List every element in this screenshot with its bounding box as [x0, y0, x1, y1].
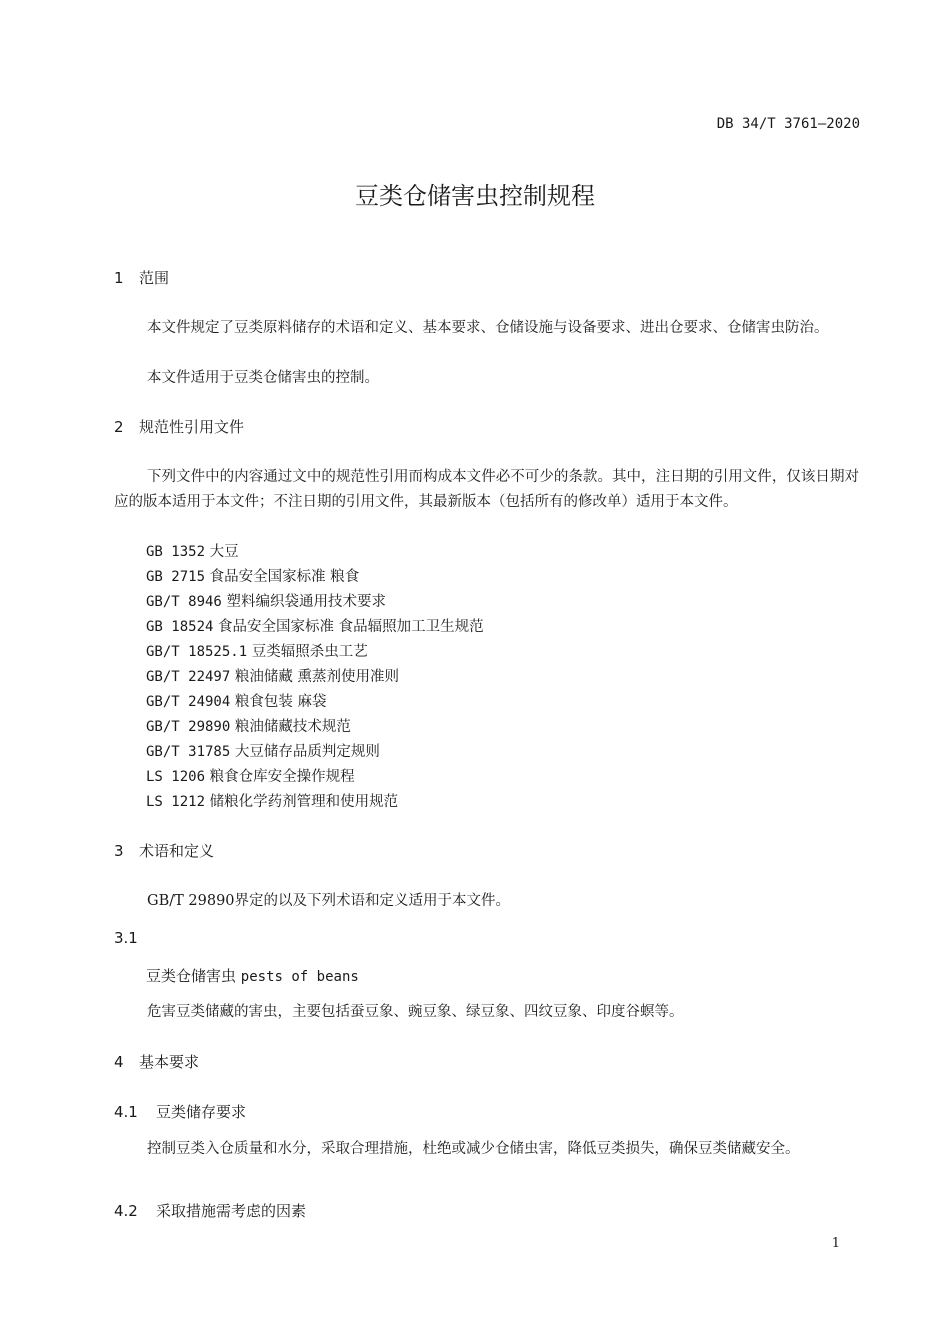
- section-number: 2: [114, 418, 124, 436]
- subsection-4-2-heading: [114, 1200, 306, 1221]
- reference-item: GB/T 24904 粮食包装 麻袋: [146, 694, 327, 710]
- reference-item: GB/T 29890 粮油储藏技术规范: [146, 719, 351, 735]
- page-title: 豆类仓储害虫控制规程: [355, 182, 595, 210]
- section-3-paragraph-1: GB/T 29890界定的以及下列术语和定义适用于本文件。: [147, 893, 511, 909]
- reference-item: GB/T 31785 大豆储存品质判定规则: [146, 744, 380, 760]
- subsection-title: 豆类储存要求: [156, 1103, 247, 1121]
- section-title: 范围: [139, 269, 170, 287]
- reference-item: GB 18524 食品安全国家标准 食品辐照加工卫生规范: [146, 619, 484, 635]
- document-number: DB 34/T 3761—2020: [716, 116, 860, 132]
- subsection-number: 4.1: [114, 1103, 138, 1121]
- reference-item: GB 2715 食品安全国家标准 粮食: [146, 569, 360, 585]
- subsection-3-1-number: 3.1: [114, 929, 138, 947]
- subsection-title: 采取措施需考虑的因素: [156, 1202, 307, 1220]
- reference-item: GB/T 18525.1 豆类辐照杀虫工艺: [146, 644, 368, 660]
- section-1-paragraph-1: 本文件规定了豆类原料储存的术语和定义、基本要求、仓储设施与设备要求、进出仓要求、仓储害虫防治。: [147, 320, 829, 336]
- section-title: 术语和定义: [139, 842, 215, 860]
- reference-item: LS 1206 粮食仓库安全操作规程: [146, 769, 355, 785]
- section-3-heading: [114, 840, 214, 861]
- section-4-heading: [114, 1051, 199, 1072]
- section-title: 规范性引用文件: [139, 418, 245, 436]
- section-title: 基本要求: [139, 1053, 200, 1071]
- subsection-number: 4.2: [114, 1202, 138, 1220]
- subsection-4-1-paragraph: 控制豆类入仓质量和水分，采取合理措施，杜绝或减少仓储虫害，降低豆类损失，确保豆类储藏安全。: [147, 1141, 800, 1157]
- section-number: 1: [114, 269, 124, 287]
- reference-item: LS 1212 储粮化学药剂管理和使用规范: [146, 794, 399, 810]
- section-number: 3: [114, 842, 124, 860]
- reference-item: GB/T 22497 粮油储藏 熏蒸剂使用准则: [146, 669, 400, 685]
- section-1-heading: [114, 267, 169, 288]
- reference-item: GB 1352 大豆: [146, 544, 239, 560]
- section-2-heading: [114, 416, 244, 437]
- section-2-paragraph-1: 下列文件中的内容通过文中的规范性引用而构成本文件必不可少的条款。其中，注日期的引用文件，仅该日期对应的版本适用于本文件；不注日期的引用文件，其最新版本（包括所有的修改单）适用于本文件。: [114, 469, 859, 510]
- section-number: 4: [114, 1053, 124, 1071]
- term-entry: [146, 965, 359, 986]
- term-chinese: 豆类仓储害虫: [146, 967, 237, 985]
- page-number: 1: [831, 1236, 840, 1251]
- reference-item: GB/T 8946 塑料编织袋通用技术要求: [146, 594, 386, 610]
- section-1-paragraph-2: 本文件适用于豆类仓储害虫的控制。: [147, 370, 379, 386]
- term-definition: 危害豆类储藏的害虫，主要包括蚕豆象、豌豆象、绿豆象、四纹豆象、印度谷螟等。: [147, 1004, 684, 1020]
- subsection-4-1-heading: [114, 1101, 246, 1122]
- term-english: pests of beans: [240, 969, 359, 985]
